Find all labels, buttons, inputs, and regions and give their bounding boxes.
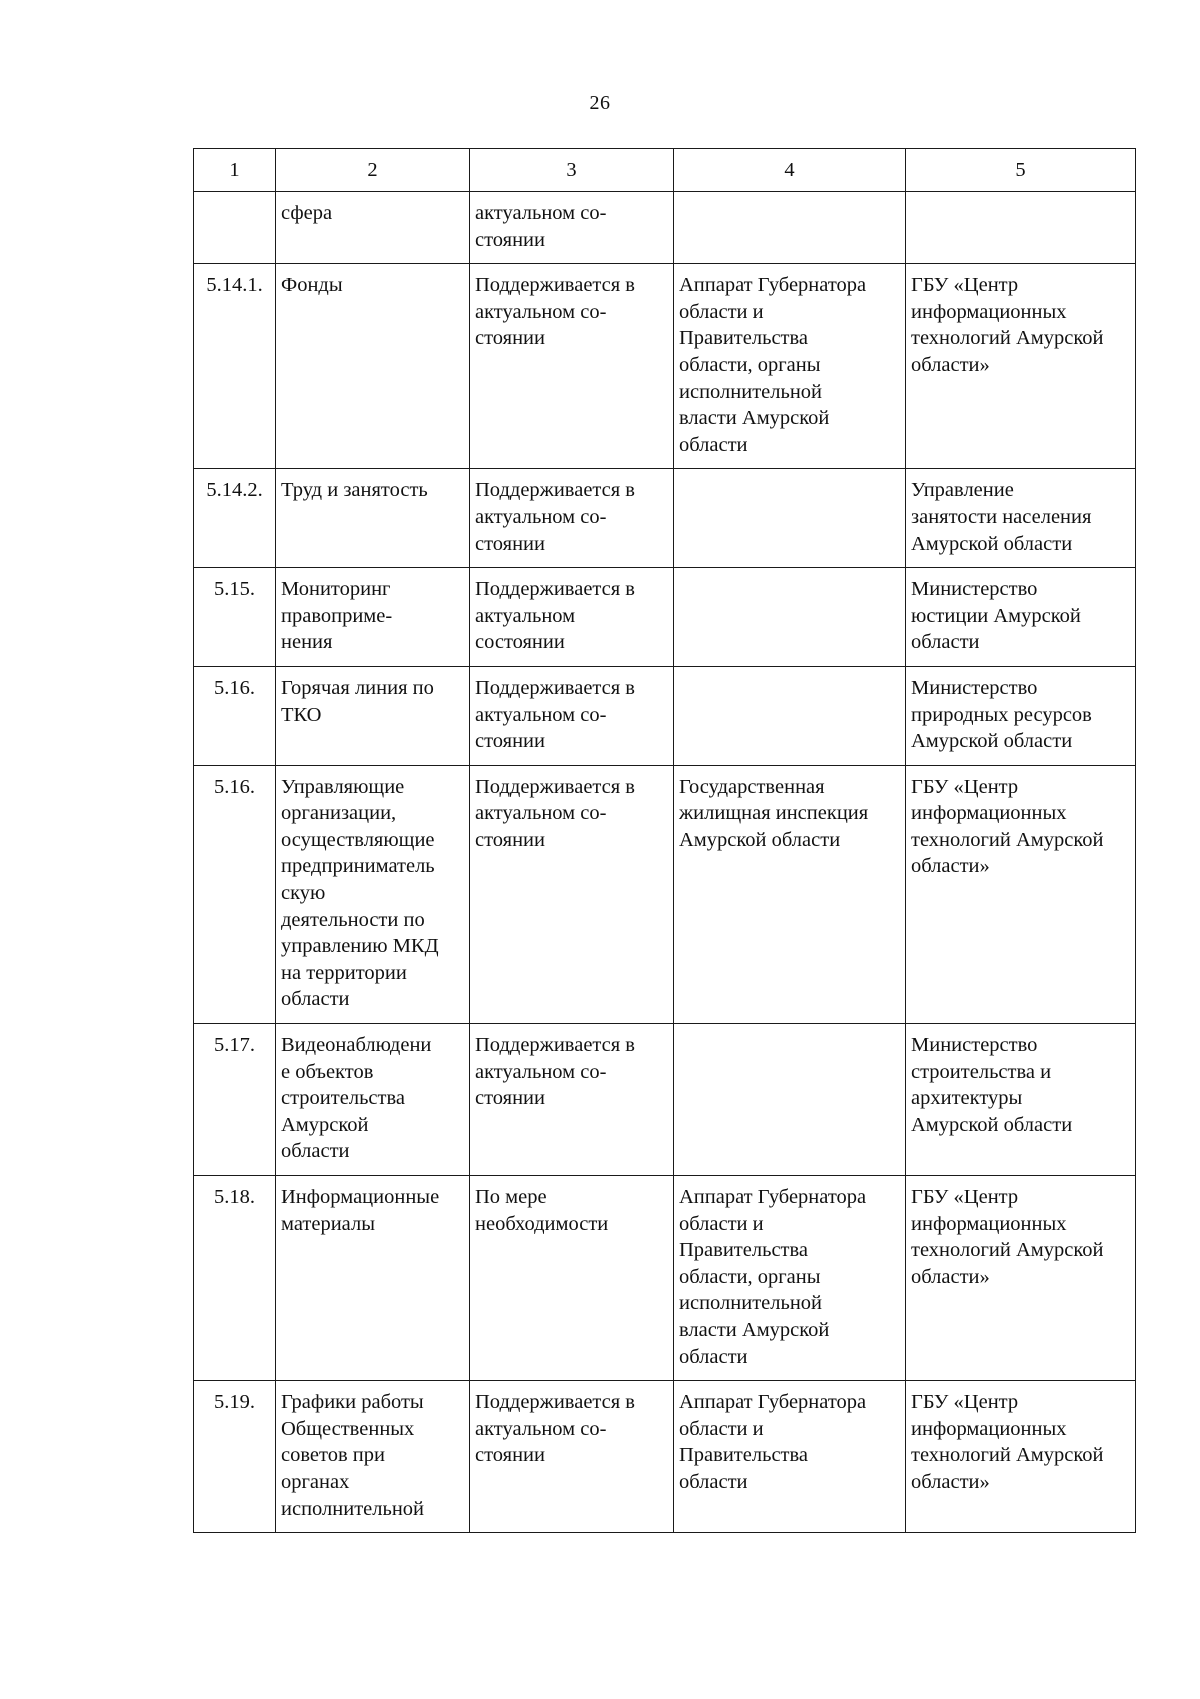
responsible-cell [906, 1024, 1136, 1176]
row-number-cell [194, 1024, 276, 1176]
status-cell [470, 192, 674, 264]
responsible-cell-text: ГБУ «Центр информационных технологий Амурской области» [911, 1391, 1104, 1493]
row-number-cell-text: 5.18. [214, 1186, 255, 1208]
table-row [194, 666, 1136, 765]
column-header-4: 4 [674, 149, 906, 192]
registry-table [193, 148, 1136, 1533]
provider-cell-text: Аппарат Губернатора области и Правительства области, органы исполнительной власти Амурской области [679, 1186, 867, 1368]
table-row [194, 192, 1136, 264]
table-body [194, 192, 1136, 1533]
responsible-cell-text: ГБУ «Центр информационных технологий Амурской области» [911, 775, 1104, 878]
status-cell [470, 264, 674, 469]
status-cell-text: По мере необходимости [475, 1186, 609, 1235]
responsible-cell-text: Управление занятости населения Амурской области [911, 479, 1092, 555]
status-cell [470, 1176, 674, 1381]
table-row [194, 1024, 1136, 1176]
status-cell-text: Поддерживается в актуальном со- стоянии [475, 479, 635, 555]
row-number-cell [194, 264, 276, 469]
responsible-cell-text: ГБУ «Центр информационных технологий Амурской области» [911, 274, 1104, 376]
section-name-cell-text: Труд и занятость [281, 479, 428, 502]
status-cell-text: Поддерживается в актуальном со- стоянии [475, 1391, 635, 1467]
status-cell [470, 469, 674, 568]
table-row [194, 568, 1136, 667]
table-row [194, 765, 1136, 1023]
row-number-cell [194, 1176, 276, 1381]
responsible-cell [906, 666, 1136, 765]
table-row [194, 1381, 1136, 1533]
section-name-cell [276, 1381, 470, 1533]
status-cell [470, 1381, 674, 1533]
row-number-cell [194, 765, 276, 1023]
table-header [194, 149, 1136, 192]
provider-cell-text: Государственная жилищная инспекция Амурской области [679, 775, 869, 851]
status-cell-text: Поддерживается в актуальном со- стоянии [475, 775, 635, 851]
provider-cell [674, 469, 906, 568]
row-number-cell-text: 5.14.2. [206, 479, 263, 502]
responsible-cell-text: Министерство природных ресурсов Амурской области [911, 676, 1092, 753]
section-name-cell [276, 469, 470, 568]
section-name-cell-text: Мониторинг правоприме- нения [281, 578, 393, 654]
responsible-cell [906, 568, 1136, 667]
row-number-cell-text: 5.15. [214, 578, 255, 601]
section-name-cell-text: Горячая линия по ТКО [281, 676, 434, 726]
status-cell-text: Поддерживается в актуальном со- стоянии [475, 1034, 635, 1110]
column-header-1: 1 [194, 149, 276, 192]
status-cell [470, 765, 674, 1023]
status-cell [470, 1024, 674, 1176]
row-number-cell-text: 5.19. [214, 1391, 255, 1414]
provider-cell [674, 192, 906, 264]
section-name-cell [276, 192, 470, 264]
section-name-cell [276, 264, 470, 469]
row-number-cell [194, 666, 276, 765]
provider-cell [674, 1176, 906, 1381]
table-row [194, 1176, 1136, 1381]
responsible-cell [906, 192, 1136, 264]
row-number-cell [194, 192, 276, 264]
responsible-cell [906, 765, 1136, 1023]
provider-cell-text: Аппарат Губернатора области и Правительства области, органы исполнительной власти Амурской области [679, 274, 867, 456]
row-number-cell [194, 1381, 276, 1533]
responsible-cell [906, 469, 1136, 568]
provider-cell [674, 765, 906, 1023]
section-name-cell [276, 1024, 470, 1176]
row-number-cell-text: 5.14.1. [206, 274, 263, 297]
section-name-cell-text: Видеонаблюдени е объектов строительства Амурской области [281, 1034, 432, 1163]
column-header-2: 2 [276, 149, 470, 192]
row-number-cell-text: 5.16. [214, 775, 255, 798]
column-header-3: 3 [470, 149, 674, 192]
section-name-cell [276, 666, 470, 765]
status-cell-text: Поддерживается в актуальном состоянии [475, 578, 635, 654]
row-number-cell-text: 5.16. [214, 676, 255, 699]
status-cell-text: Поддерживается в актуальном со- стоянии [475, 676, 635, 753]
status-cell [470, 666, 674, 765]
section-name-cell-text: Фонды [281, 274, 343, 297]
header-row [194, 149, 1136, 192]
section-name-cell-text: Графики работы Общественных советов при органах исполнительной [281, 1391, 425, 1520]
section-name-cell-text: Информационные материалы [281, 1186, 440, 1235]
responsible-cell [906, 1381, 1136, 1533]
provider-cell-text: Аппарат Губернатора области и Правительства области [679, 1391, 867, 1493]
section-name-cell [276, 765, 470, 1023]
row-number-cell [194, 568, 276, 667]
row-number-cell [194, 469, 276, 568]
provider-cell [674, 666, 906, 765]
responsible-cell-text: Министерство строительства и архитектуры Амурской области [911, 1034, 1073, 1136]
responsible-cell [906, 1176, 1136, 1381]
section-name-cell [276, 568, 470, 667]
section-name-cell-text: сфера [281, 202, 333, 224]
row-number-cell-text: 5.17. [214, 1034, 255, 1057]
status-cell-text: актуальном со- стоянии [475, 202, 607, 251]
provider-cell [674, 568, 906, 667]
provider-cell [674, 1024, 906, 1176]
provider-cell [674, 1381, 906, 1533]
column-header-5: 5 [906, 149, 1136, 192]
status-cell [470, 568, 674, 667]
table-row [194, 264, 1136, 469]
table-row [194, 469, 1136, 568]
page-number: 26 [589, 92, 611, 114]
provider-cell [674, 264, 906, 469]
responsible-cell [906, 264, 1136, 469]
responsible-cell-text: ГБУ «Центр информационных технологий Амурской области» [911, 1186, 1104, 1288]
status-cell-text: Поддерживается в актуальном со- стоянии [475, 274, 635, 350]
responsible-cell-text: Министерство юстиции Амурской области [911, 578, 1081, 654]
section-name-cell [276, 1176, 470, 1381]
section-name-cell-text: Управляющие организации, осуществляющие предприниматель скую деятельности по управлению МКД на территории области [281, 775, 439, 1011]
